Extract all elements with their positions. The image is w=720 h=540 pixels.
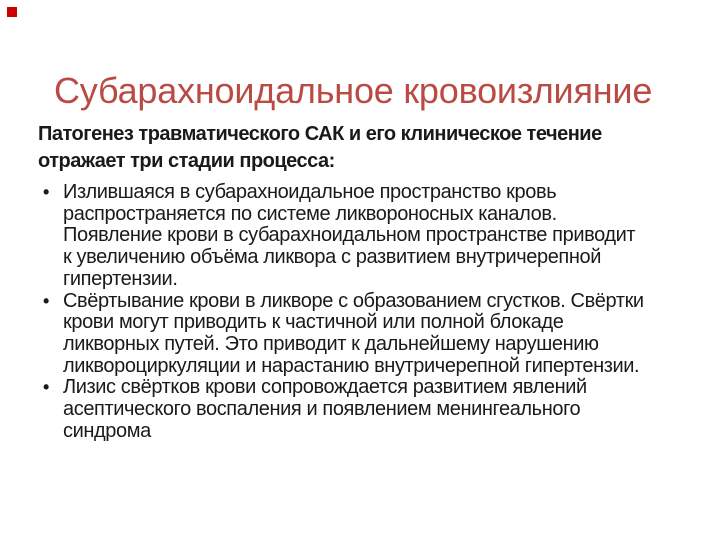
bullet-marker: • — [43, 182, 50, 202]
intro-line: отражает три стадии процесса: — [38, 150, 335, 172]
slide-body — [38, 121, 698, 442]
bullet-text-line: к увеличению объёма ликвора с развитием внутричерепной — [63, 246, 601, 269]
bullet-text-line: ликворных путей. Это приводит к дальнейшему нарушению — [63, 332, 599, 355]
bullet-text — [63, 291, 698, 378]
bullet-text-line: Появление крови в субарахноидальном пространстве приводит — [63, 224, 636, 247]
bullet-marker: • — [43, 377, 50, 398]
bullet-text — [63, 377, 698, 442]
slide-title: Субарахноидальное кровоизлияние — [54, 70, 653, 112]
bullet-text-line: распространяется по системе ликвороносных каналов. — [63, 202, 557, 225]
bullet-text-line: Излившаяся в субарахноидальное пространство кровь — [63, 181, 557, 203]
bullet-text-line: Свёртывание крови в ликворе с образованием сгустков. Свёртки — [63, 289, 644, 312]
list-item — [38, 377, 698, 442]
list-item — [38, 291, 698, 378]
intro-paragraph — [38, 121, 698, 175]
bullet-marker: • — [43, 290, 50, 311]
bullet-text-line: Лизис свёртков крови сопровождается развитием явлений — [63, 376, 587, 399]
bullet-text-line: синдрома — [63, 419, 151, 442]
bullet-list — [38, 182, 698, 442]
bullet-text-line: гипертензии. — [63, 267, 178, 290]
intro-line: Патогенез травматического САК и его клиническое течение — [38, 123, 602, 145]
accent-square-icon — [7, 7, 17, 17]
bullet-text — [63, 182, 698, 291]
bullet-text-line: асептического воспаления и появлением менингеального — [63, 398, 581, 421]
list-item — [38, 182, 698, 291]
bullet-text-line: крови могут приводить к частичной или полной блокаде — [63, 311, 564, 334]
bullet-text-line: ликвороциркуляции и нарастанию внутричерепной гипертензии. — [63, 354, 640, 377]
